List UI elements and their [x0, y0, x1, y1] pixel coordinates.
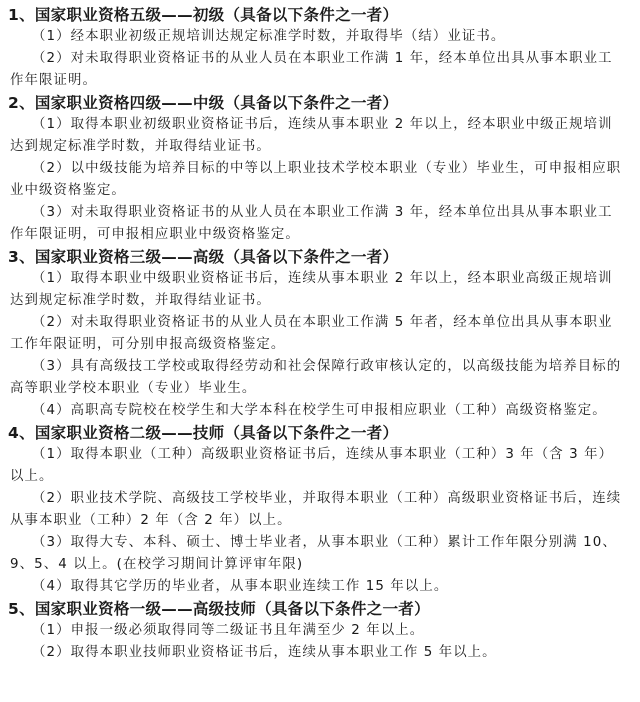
section-item: （1）取得本职业（工种）高级职业资格证书后，连续从事本职业（工种）3 年（含 3 年）以上。: [10, 447, 614, 484]
section-heading: 3、国家职业资格三级——高级（具备以下条件之一者）: [8, 248, 399, 266]
section-item: （2）对未取得职业资格证书的从业人员在本职业工作满 5 年者，经本单位出具从事本职业工作年限证明，可分别申报高级资格鉴定。: [10, 315, 613, 352]
section-item: （3）对未取得职业资格证书的从业人员在本职业工作满 3 年，经本单位出具从事本职业工作年限证明，可申报相应职业中级资格鉴定。: [10, 205, 613, 242]
section-item: （3）具有高级技工学校或取得经劳动和社会保障行政审核认定的，以高级技能为培养目标的高等职业学校本职业（专业）毕业生。: [10, 359, 622, 396]
section-item: （2）对未取得职业资格证书的从业人员在本职业工作满 1 年，经本单位出具从事本职业工作年限证明。: [10, 51, 613, 88]
section-level-1: [8, 598, 626, 664]
section-heading: 4、国家职业资格二级——技师（具备以下条件之一者）: [8, 424, 399, 442]
section-level-4: [8, 92, 626, 246]
section-item: （3）取得大专、本科、硕士、博士毕业者，从事本职业（工种）累计工作年限分别满 10、9、5、4 以上。(在校学习期间计算评审年限): [10, 535, 617, 572]
section-item: （1）经本职业初级正规培训达规定标准学时数，并取得毕（结）业证书。: [32, 29, 506, 44]
section-item: （4）取得其它学历的毕业者，从事本职业连续工作 15 年以上。: [32, 579, 449, 594]
section-level-5: [8, 4, 626, 92]
section-item: （1）取得本职业中级职业资格证书后，连续从事本职业 2 年以上，经本职业高级正规培训达到规定标准学时数，并取得结业证书。: [10, 271, 613, 308]
section-heading: 5、国家职业资格一级——高级技师（具备以下条件之一者）: [8, 600, 430, 618]
section-item: （2）取得本职业技师职业资格证书后，连续从事本职业工作 5 年以上。: [32, 645, 497, 660]
section-item: （4）高职高专院校在校学生和大学本科在校学生可申报相应职业（工种）高级资格鉴定。: [32, 403, 607, 418]
section-level-3: [8, 246, 626, 422]
section-heading: 1、国家职业资格五级——初级（具备以下条件之一者）: [8, 6, 399, 24]
section-item: （1）申报一级必须取得同等二级证书且年满至少 2 年以上。: [32, 623, 425, 638]
section-item: （2）以中级技能为培养目标的中等以上职业技术学校本职业（专业）毕业生，可申报相应职业中级资格鉴定。: [10, 161, 622, 198]
section-item: （2）职业技术学院、高级技工学校毕业，并取得本职业（工种）高级职业资格证书后，连续从事本职业（工种）2 年（含 2 年）以上。: [10, 491, 622, 528]
section-level-2: [8, 422, 626, 598]
section-heading: 2、国家职业资格四级——中级（具备以下条件之一者）: [8, 94, 399, 112]
section-item: （1）取得本职业初级职业资格证书后，连续从事本职业 2 年以上，经本职业中级正规培训达到规定标准学时数，并取得结业证书。: [10, 117, 613, 154]
